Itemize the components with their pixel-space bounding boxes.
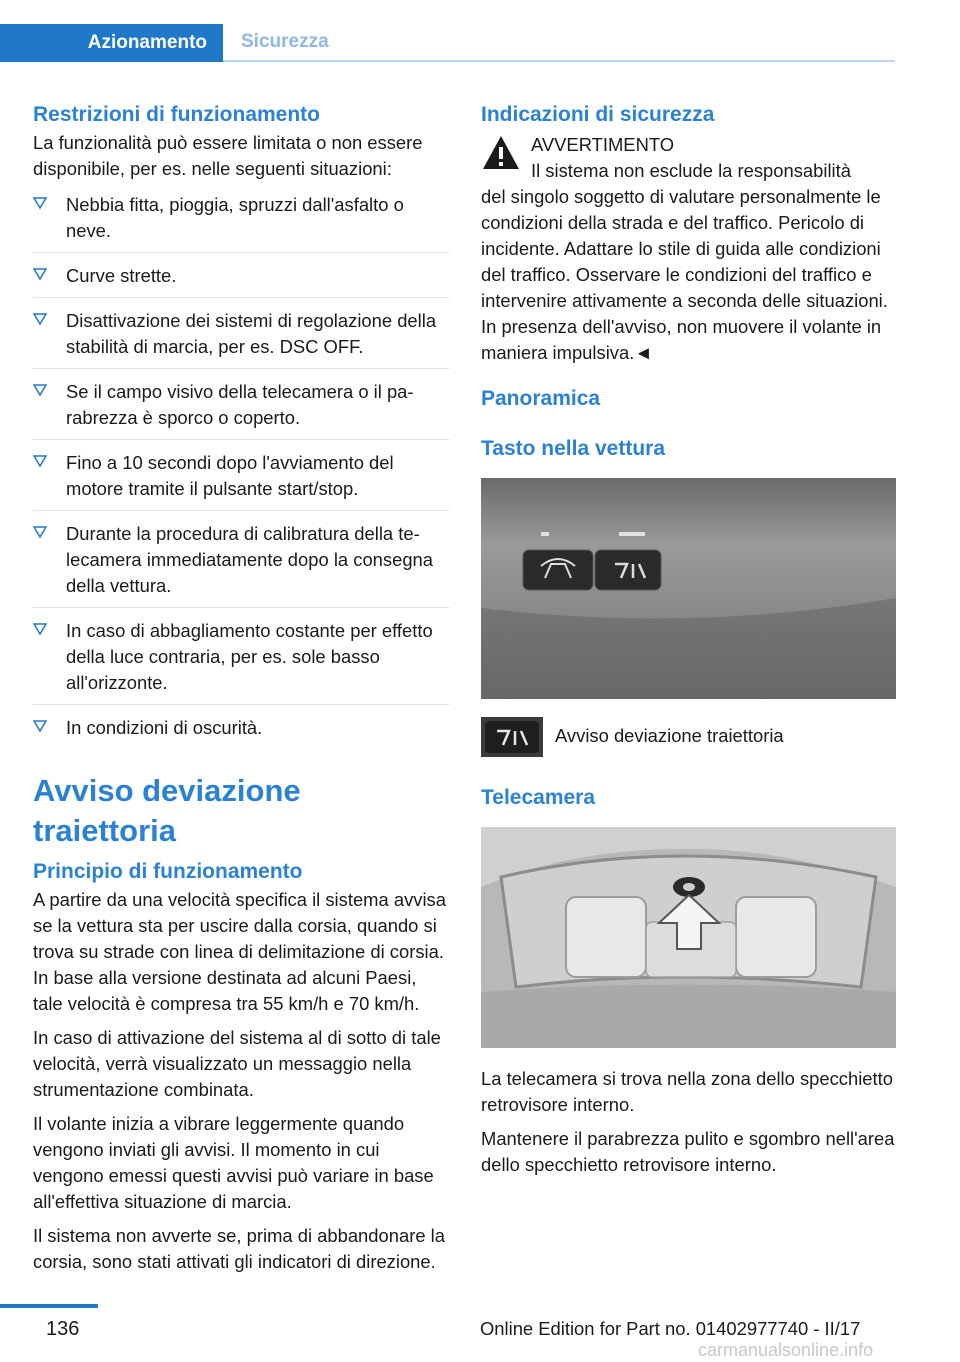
list-item xyxy=(33,705,449,749)
tab-sicurezza[interactable]: Sicurezza xyxy=(223,24,895,62)
bullet-triangle-icon xyxy=(33,312,47,326)
list-item xyxy=(33,182,449,253)
bullet-triangle-icon xyxy=(33,267,47,281)
list-item-text: Disattivazione dei sistemi di regolazione della stabilità di marcia, per es. DSC OFF. xyxy=(66,310,437,357)
list-item xyxy=(33,253,449,298)
bullet-triangle-icon xyxy=(33,383,47,397)
list-item-text: Fino a 10 secondi dopo l'avviamento del motore tramite il pulsante start/stop. xyxy=(66,452,394,499)
list-item-text: Curve strette. xyxy=(66,265,177,286)
restrictions-list xyxy=(33,182,449,749)
principle-paragraph-3: Il volante inizia a vibrare leggermente quando vengono inviati gli avvisi. Il momento in cui vengono emessi questi avvisi può variare in base all'effettiva situazione di marcia. xyxy=(33,1113,434,1212)
warning-block xyxy=(481,130,896,366)
list-item xyxy=(33,440,449,511)
list-item-text: Nebbia fitta, pioggia, spruzzi dall'asfalto o neve. xyxy=(66,194,404,241)
button-caption: Avviso deviazione traiettoria xyxy=(555,725,784,746)
list-item xyxy=(33,511,449,608)
restrictions-heading: Restrizioni di funzionamento xyxy=(33,103,320,126)
bullet-triangle-icon xyxy=(33,622,47,636)
bullet-triangle-icon xyxy=(33,196,47,210)
principle-heading: Principio di funzionamento xyxy=(33,860,303,883)
restrictions-intro: La funzionalità può essere limitata o non essere disponibile, per es. nelle seguenti situazioni: xyxy=(33,132,423,179)
header-tabs xyxy=(0,0,960,62)
bullet-triangle-icon xyxy=(33,454,47,468)
camera-paragraph-1: La telecamera si trova nella zona dello specchietto retrovisore interno. xyxy=(481,1068,893,1115)
button-photo xyxy=(481,478,896,699)
edition-text: Online Edition for Part no. 01402977740 - II/17 xyxy=(480,1318,861,1339)
bullet-triangle-icon xyxy=(33,525,47,539)
list-item xyxy=(33,298,449,369)
page-number: 136 xyxy=(46,1318,80,1340)
lane-departure-heading: Avviso deviazione traiettoria xyxy=(33,773,301,848)
list-item-text: Se il campo visivo della telecamera o il parabrezza è sporco o coperto. xyxy=(66,381,414,428)
overview-heading: Panoramica xyxy=(481,387,601,410)
warning-text-first: Il sistema non esclude la responsabilità xyxy=(531,160,851,181)
tab-azionamento[interactable]: Azionamento xyxy=(0,24,223,62)
bullet-triangle-icon xyxy=(33,719,47,733)
safety-heading: Indicazioni di sicurezza xyxy=(481,103,715,126)
principle-paragraph-2: In caso di attivazione del sistema al di sotto di tale velocità, verrà visualizzato un messaggio nella strumentazione combinata. xyxy=(33,1027,441,1100)
warning-triangle-icon xyxy=(481,134,521,172)
list-item-text: In condizioni di oscurità. xyxy=(66,717,263,738)
camera-photo xyxy=(481,827,896,1048)
button-caption-row xyxy=(481,717,896,761)
watermark: carmanualsonline.info xyxy=(698,1340,874,1360)
right-column xyxy=(481,100,896,1178)
principle-paragraph-1: A partire da una velocità specifica il sistema avvisa se la vettura sta per uscire dalla corsia, quando si trova su strade con linea di delimitazione di corsia. In base alla versione destinata ad alcuni Paesi, tale velocità è compresa tra 55 km/h e 70 km/h. xyxy=(33,889,446,1014)
lane-departure-button-icon xyxy=(481,717,543,757)
list-item-text: In caso di abbagliamento costante per effetto della luce contraria, per es. sole basso all'orizzonte. xyxy=(66,620,433,693)
list-item xyxy=(33,608,449,705)
warning-text: del singolo soggetto di valutare personalmente le condizioni della strada e del traffico. Pericolo di incidente. Adattare lo stile di guida alle condizioni del traffico. Osservare le condizioni del traffico e intervenire attivamente a seconda delle situazioni. In presenza dell'avviso, non muovere il volante in maniera impulsiva.◄ xyxy=(481,186,888,363)
principle-paragraph-4: Il sistema non avverte se, prima di abbandonare la corsia, sono stati attivati gli indicatori di direzione. xyxy=(33,1225,445,1272)
camera-paragraph-2: Mantenere il parabrezza pulito e sgombro nell'area dello specchietto retrovisore interno. xyxy=(481,1128,895,1175)
button-heading: Tasto nella vettura xyxy=(481,437,665,460)
list-item xyxy=(33,369,449,440)
left-column xyxy=(33,100,449,1275)
footer-accent-line xyxy=(0,1304,98,1308)
warning-label: AVVERTIMENTO xyxy=(531,134,675,155)
list-item-text: Durante la procedura di calibratura della telecamera immediatamente dopo la consegna della vettura. xyxy=(66,523,434,596)
camera-heading: Telecamera xyxy=(481,786,596,809)
